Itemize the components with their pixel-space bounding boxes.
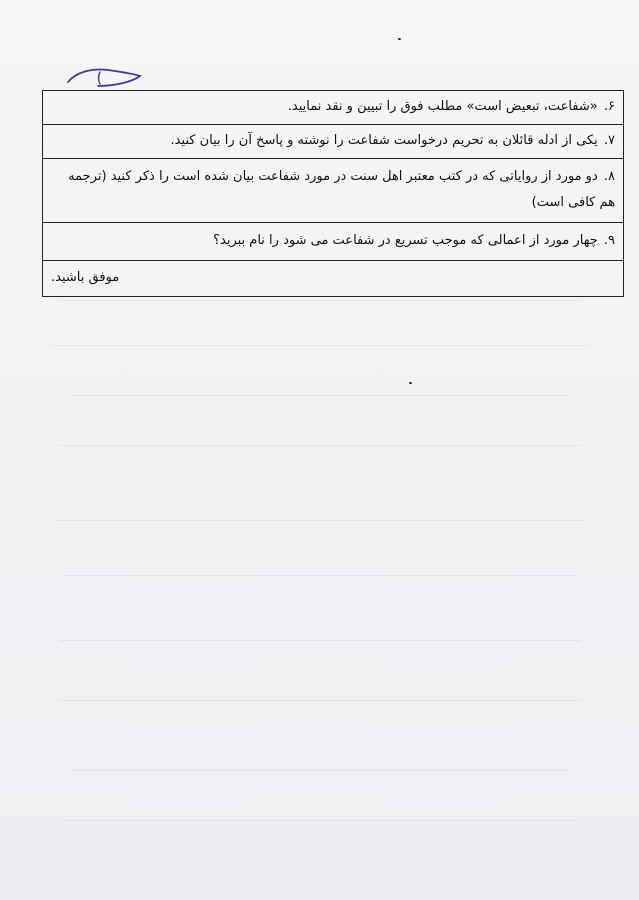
closing-row — [43, 261, 624, 297]
question-number: ۹. — [603, 233, 615, 248]
bleed-through-line — [70, 395, 570, 396]
question-text: دو مورد از روایاتی که در کتب معتبر اهل سنت در مورد شفاعت بیان شده است را ذکر کنید (ترجمه هم کافی است) — [68, 169, 615, 210]
bleed-through-line — [50, 345, 590, 346]
question-row — [43, 125, 624, 159]
question-cell — [43, 223, 624, 261]
speck — [409, 382, 412, 384]
bleed-through-line — [60, 300, 580, 301]
bleed-through-line — [60, 700, 580, 701]
question-row — [43, 159, 624, 223]
bleed-through-line — [70, 770, 570, 771]
questions-table — [42, 90, 624, 297]
closing-text: موفق باشید. — [51, 270, 120, 285]
question-cell — [43, 159, 624, 223]
closing-cell — [43, 261, 624, 297]
question-cell — [43, 91, 624, 125]
bleed-through-line — [65, 575, 575, 576]
question-text: «شفاعت، تبعیض است» مطلب فوق را تبیین و نقد نمایید. — [287, 99, 598, 114]
question-number: ۶. — [603, 99, 615, 114]
speck — [398, 38, 401, 40]
question-text: یکی از ادله قائلان به تحریم درخواست شفاعت را نوشته و پاسخ آن را بیان کنید. — [170, 133, 598, 148]
bleed-through-line — [60, 640, 580, 641]
question-row — [43, 223, 624, 261]
question-cell — [43, 125, 624, 159]
question-number: ۷. — [603, 133, 615, 148]
question-text: چهار مورد از اعمالی که موجب تسریع در شفاعت می شود را نام ببرید؟ — [213, 233, 598, 248]
bleed-through-line — [55, 520, 585, 521]
question-number: ۸. — [603, 169, 615, 184]
bleed-through-line — [60, 820, 580, 821]
bleed-through-line — [60, 445, 580, 446]
question-row — [43, 91, 624, 125]
